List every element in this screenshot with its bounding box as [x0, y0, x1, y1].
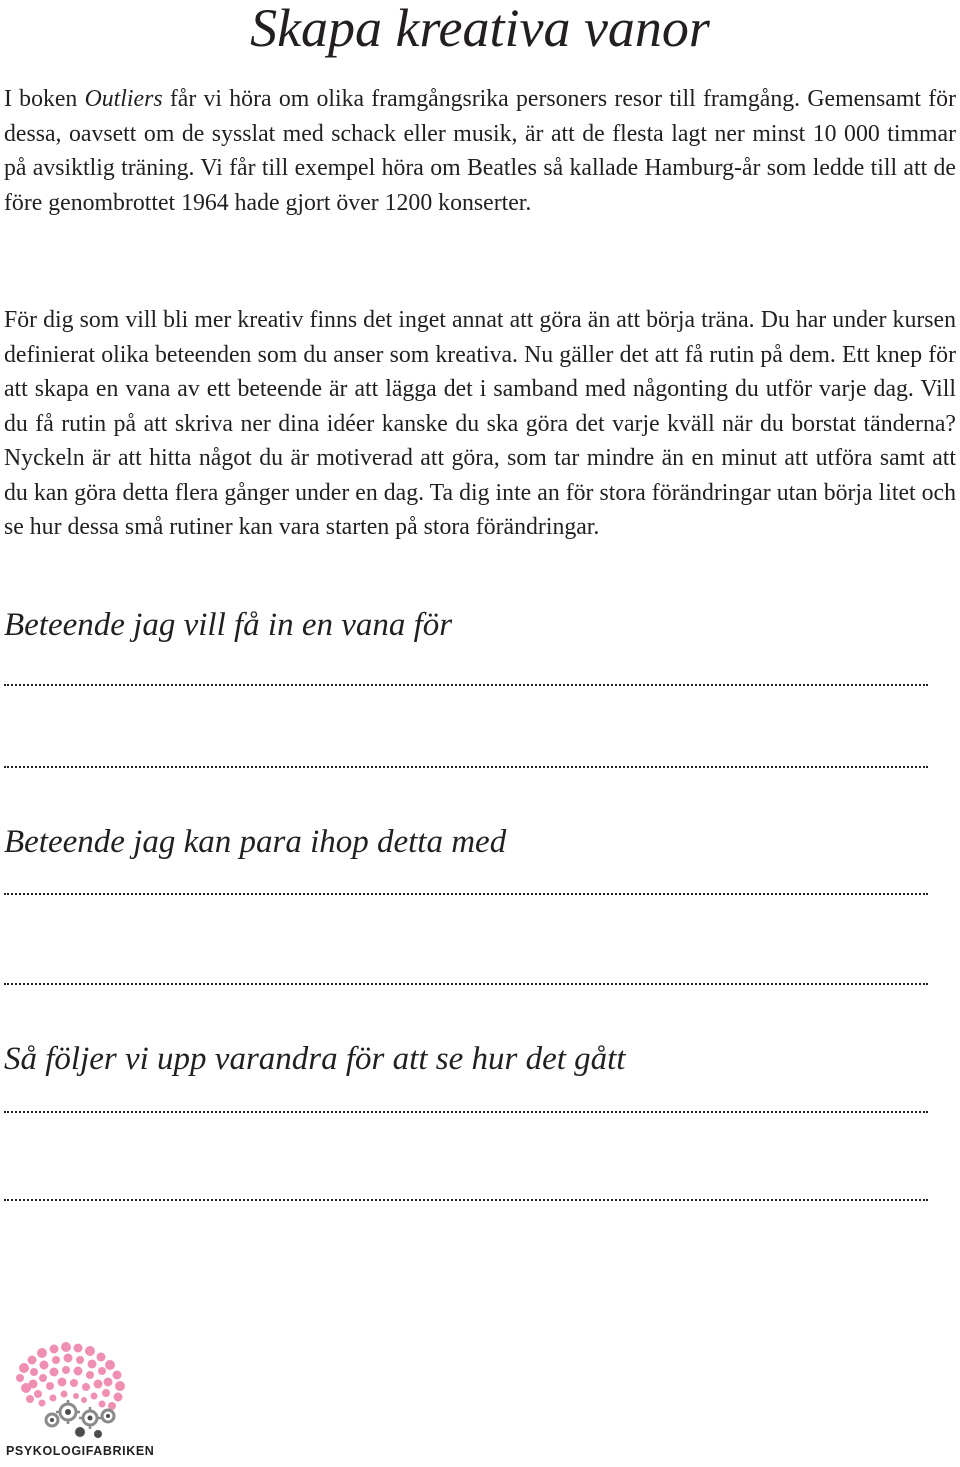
intro-text-rest: får vi höra om olika framgångsrika personers resor till framgång. Gemensamt för dessa, oavsett om de sysslat med schack eller musik, är att de flesta lagt ner minst 10 000 timmar på avsiktlig träning. Vi får till exempel höra om Beatles så kallade Hamburg-år som ledde till att de före genombrottet 1964 hade gjort över 1200 konserter. [4, 86, 956, 216]
section-heading-follow-up: Så följer vi upp varandra för att se hur det gått [4, 1041, 626, 1077]
fill-in-line[interactable] [4, 766, 928, 768]
book-title: Outliers [84, 86, 163, 112]
logo-wordmark: PSYKOLOGIFABRIKEN [6, 1444, 155, 1458]
brain-gears-logo-icon [6, 1340, 146, 1444]
intro-text-start: I boken [4, 86, 85, 112]
habit-paragraph: För dig som vill bli mer kreativ finns det inget annat att göra än att börja träna. Du har under kursen definierat olika beteenden som du anser som kreativa. Nu gäller det att få rutin på dem. Ett knep för att skapa en vana av ett beteende är att lägga det i samband med någonting du utför varje dag. Vill du få rutin på att skriva ner dina idéer kanske du ska göra det varje kväll när du borstat tänderna? Nyckeln är att hitta något du är motiverad att göra, som tar mindre än en minut att utföra samt att du kan göra detta flera gånger under en dag. Ta dig inte an för stora förändringar utan börja litet och se hur dessa små rutiner kan vara starten på stora förändringar. [4, 307, 956, 540]
section-heading-pairing: Beteende jag kan para ihop detta med [4, 824, 507, 860]
intro-paragraph [4, 82, 956, 220]
fill-in-line[interactable] [4, 684, 928, 686]
fill-in-line[interactable] [4, 983, 928, 985]
page-title: Skapa kreativa vanor [250, 0, 710, 58]
psykologifabriken-logo [6, 1340, 155, 1466]
section-heading-habit: Beteende jag vill få in en vana för [4, 607, 453, 643]
fill-in-line[interactable] [4, 1111, 928, 1113]
fill-in-line[interactable] [4, 1199, 928, 1201]
fill-in-line[interactable] [4, 893, 928, 895]
